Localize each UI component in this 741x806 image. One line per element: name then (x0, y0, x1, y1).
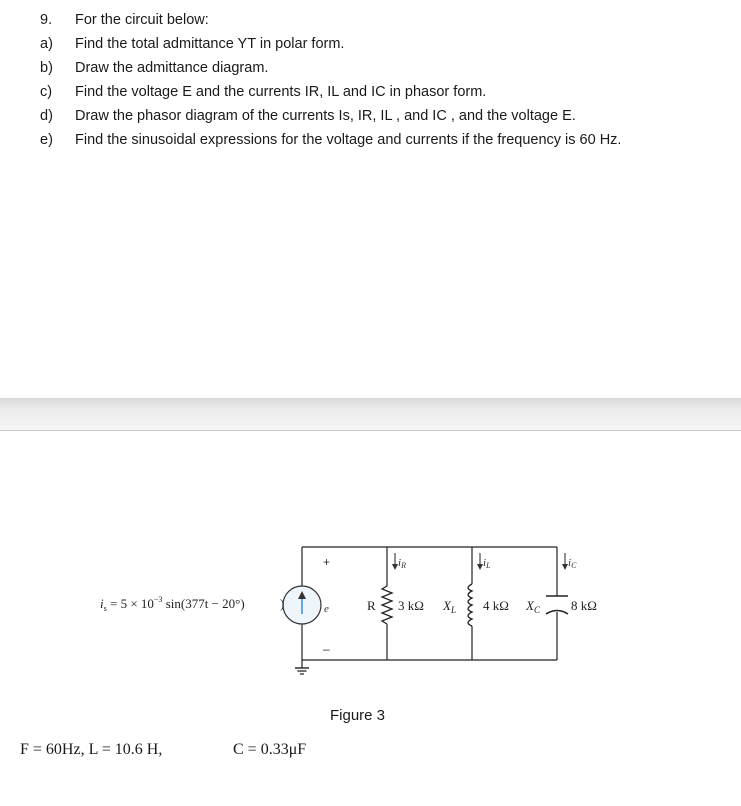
resistor-name: R (367, 598, 376, 613)
question-intro: For the circuit below: (75, 12, 209, 28)
part-label: b) (40, 60, 53, 76)
figure-caption: Figure 3 (330, 707, 386, 724)
part-text: Find the voltage E and the currents IR, IL and IC in phasor form. (75, 84, 487, 100)
part-text: Find the total admittance YT in polar form. (75, 36, 345, 52)
minus-sign: – (323, 642, 330, 656)
current-label-ir: iR (398, 557, 406, 570)
part-label: e) (40, 132, 53, 148)
part-text: Draw the phasor diagram of the currents Is, IR, IL , and IC , and the voltage E. (75, 108, 576, 124)
source-label: $i_s = 5 \times 10^{-3}$ sin(377t − 20°) (100, 595, 245, 613)
capacitor-icon (546, 596, 568, 614)
inductor-value: 4 kΩ (483, 598, 509, 613)
voltage-label: e (324, 603, 329, 615)
current-label-il: iL (483, 557, 491, 570)
given-frequency: F = 60Hz, L = 10.6 H, (20, 741, 163, 758)
inductor-icon (468, 584, 472, 626)
part-label: a) (40, 36, 53, 52)
capacitor-name: $X_C$ (526, 598, 540, 615)
resistor-icon (382, 586, 392, 624)
current-label-ic: iC (568, 557, 577, 570)
part-label: d) (40, 108, 53, 124)
given-capacitance: C = 0.33μF (233, 741, 307, 758)
question-number: 9. (40, 12, 53, 28)
capacitor-value: 8 kΩ (571, 598, 597, 613)
part-text: Draw the admittance diagram. (75, 60, 269, 76)
part-text: Find the sinusoidal expressions for the voltage and currents if the frequency is 60 Hz. (75, 132, 622, 148)
svg-text:): ) (280, 596, 285, 611)
resistor-value: 3 kΩ (398, 598, 424, 613)
part-label: c) (40, 84, 53, 100)
plus-sign: + (323, 555, 331, 569)
inductor-name: $X_L$ (443, 598, 456, 615)
